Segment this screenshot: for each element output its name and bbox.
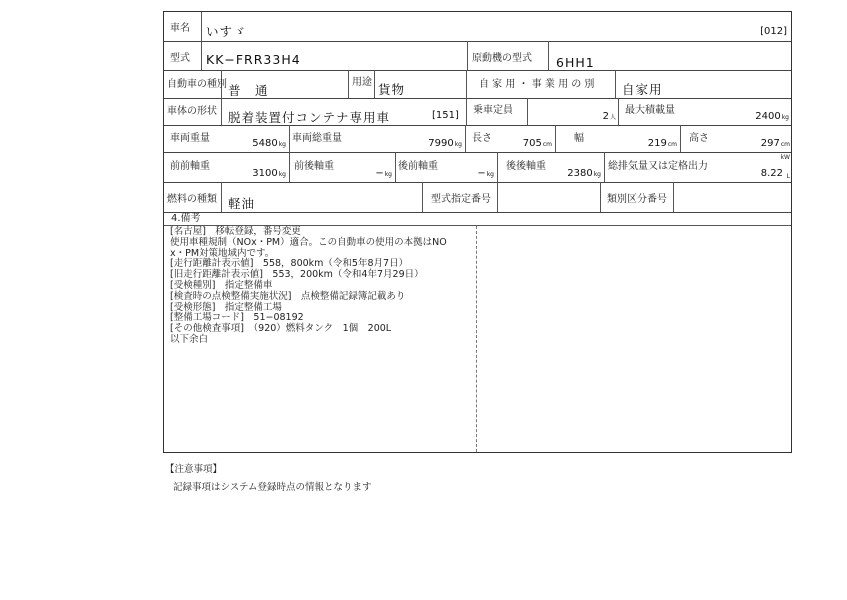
ff-axle-group — [252, 168, 286, 179]
width-value: 219 — [647, 138, 667, 149]
rf-axle-group — [477, 168, 494, 179]
vehicle-name-label: 車名 — [170, 23, 190, 34]
remarks-line: [整備工場コード] 51−08192 — [170, 312, 304, 324]
max-load-value: 2400 — [755, 111, 781, 122]
length-value: 705 — [522, 138, 542, 149]
weight-cell — [164, 125, 290, 152]
type-designation-label-cell — [422, 182, 498, 212]
use-label: 用途 — [352, 77, 372, 88]
engine-model-label-cell — [467, 41, 549, 70]
displacement-value: 8.22 — [760, 168, 783, 179]
capacity-label: 乗車定員 — [473, 105, 513, 116]
rr-axle-value: 2380 — [567, 168, 593, 179]
kind-value: 普 通 — [228, 83, 269, 98]
row-kind — [164, 70, 791, 99]
remarks-line: [走行距離計表示値] 558，800km（令和5年8月7日） — [170, 258, 409, 270]
notice-title: 【注意事項】 — [165, 464, 223, 475]
body-shape-code: [151] — [432, 110, 459, 121]
row-vehicle-name — [164, 12, 791, 42]
kind-label-cell — [164, 70, 227, 98]
remarks-line: x・PM対策地域内です。 — [170, 247, 275, 259]
gross-weight-cell — [290, 125, 466, 152]
remarks-line: [旧走行距離計表示値] 553，200km（令和4年7月29日） — [170, 269, 424, 281]
category-label-cell — [600, 182, 674, 212]
width-group — [648, 138, 677, 149]
height-unit: cm — [780, 141, 790, 148]
vehicle-name: いすゞ — [206, 24, 247, 39]
remarks-line: [受検種別] 指定整備車 — [170, 279, 273, 291]
capacity-label-cell — [466, 98, 528, 125]
length-group — [523, 138, 552, 149]
displacement-unit-bottom: L — [786, 173, 790, 180]
capacity-value-cell — [528, 98, 619, 125]
weight-value: 5480 — [252, 138, 278, 149]
type-designation-label: 型式指定番号 — [431, 194, 491, 205]
gross-weight-value: 7990 — [428, 138, 454, 149]
width-unit: cm — [667, 141, 677, 148]
height-group — [761, 138, 790, 149]
fr-axle-value: − — [375, 168, 384, 179]
ff-axle-unit: kg — [278, 171, 286, 178]
fr-axle-label: 前後軸重 — [294, 161, 334, 172]
gross-weight-unit: kg — [454, 141, 462, 148]
row-model — [164, 41, 791, 71]
body-shape-label: 車体の形状 — [167, 106, 217, 117]
fuel-value: 軽油 — [228, 196, 256, 211]
rf-axle-cell — [396, 152, 498, 182]
body-shape-label-cell — [164, 98, 222, 125]
ff-axle-cell — [164, 152, 290, 182]
vehicle-name-code: [012] — [760, 26, 787, 37]
capacity-value-group — [603, 111, 616, 122]
model-label-cell — [164, 41, 202, 70]
remarks-heading: 4.備考 — [164, 212, 791, 226]
notice-text: 記録事項はシステム登録時点の情報となります — [173, 482, 372, 493]
engine-model-label: 原動機の型式 — [472, 53, 532, 64]
capacity-value: 2 — [602, 111, 609, 122]
weight-label: 車両重量 — [170, 133, 210, 144]
width-label: 幅 — [574, 133, 584, 144]
private-business-label-cell — [466, 70, 616, 98]
fr-axle-unit: kg — [384, 171, 392, 178]
displacement-unit-top: kW — [780, 154, 790, 161]
remarks-body — [170, 227, 447, 346]
rf-axle-label: 後前軸重 — [398, 161, 438, 172]
remarks-line: [検査時の点検整備実施状況] 点検整備記録簿記載あり — [170, 290, 406, 302]
use-label-cell — [348, 70, 375, 98]
displacement-cell — [605, 152, 793, 182]
body-shape-value: 脱着装置付コンテナ専用車 — [228, 110, 391, 125]
remarks-line: [名古屋] 移転登録，番号変更 — [170, 226, 301, 237]
ff-axle-value: 3100 — [252, 168, 278, 179]
fuel-label-cell — [164, 182, 222, 212]
height-cell — [681, 125, 793, 152]
model-label: 型式 — [170, 53, 190, 64]
weight-group — [252, 138, 286, 149]
remarks-line: 以下余白 — [170, 333, 209, 345]
height-label: 高さ — [689, 133, 709, 144]
category-label: 類別区分番号 — [607, 194, 667, 205]
remarks-line: [その他検査事項] （920）燃料タンク 1個 200L — [170, 323, 392, 335]
height-value: 297 — [760, 138, 780, 149]
capacity-unit: 人 — [609, 114, 616, 121]
max-load-label: 最大積載量 — [625, 105, 675, 116]
row-axles — [164, 152, 791, 183]
gross-weight-group — [428, 138, 462, 149]
rr-axle-cell — [498, 152, 605, 182]
width-cell — [556, 125, 681, 152]
fr-axle-cell — [290, 152, 396, 182]
weight-unit: kg — [278, 141, 286, 148]
kind-label: 自動車の種別 — [167, 79, 227, 90]
ff-axle-label: 前前軸重 — [170, 161, 210, 172]
rf-axle-unit: kg — [486, 171, 494, 178]
row-fuel — [164, 182, 791, 213]
displacement-label: 総排気量又は定格出力 — [608, 161, 708, 172]
use-value: 貨物 — [378, 82, 406, 97]
remarks-line: 使用車種規制（NOx・PM）適合。この自動車の使用の本拠はNO — [170, 236, 447, 248]
vehicle-name-label-cell — [164, 12, 202, 41]
remarks-line: [受検形態] 指定整備工場 — [170, 301, 282, 313]
private-business-label: 自 家 用 ・ 事 業 用 の 別 — [479, 79, 595, 90]
private-business-value: 自家用 — [622, 82, 663, 97]
rf-axle-value: − — [477, 168, 486, 179]
model-value: KK−FRR33H4 — [206, 52, 301, 67]
rr-axle-label: 後後軸重 — [506, 161, 546, 172]
inspection-record-form — [163, 11, 792, 453]
row-body-shape — [164, 98, 791, 126]
gross-weight-label: 車両総重量 — [292, 133, 342, 144]
engine-model-value: 6HH1 — [556, 55, 595, 70]
max-load-group — [755, 111, 789, 122]
length-cell — [466, 125, 556, 152]
length-unit: cm — [542, 141, 552, 148]
rr-axle-unit: kg — [593, 171, 601, 178]
remarks-divider — [476, 226, 477, 452]
row-dimensions — [164, 125, 791, 153]
max-load-unit: kg — [781, 114, 789, 121]
fr-axle-group — [375, 168, 392, 179]
fuel-label: 燃料の種類 — [167, 194, 217, 205]
length-label: 長さ — [472, 133, 492, 144]
rr-axle-group — [567, 168, 601, 179]
